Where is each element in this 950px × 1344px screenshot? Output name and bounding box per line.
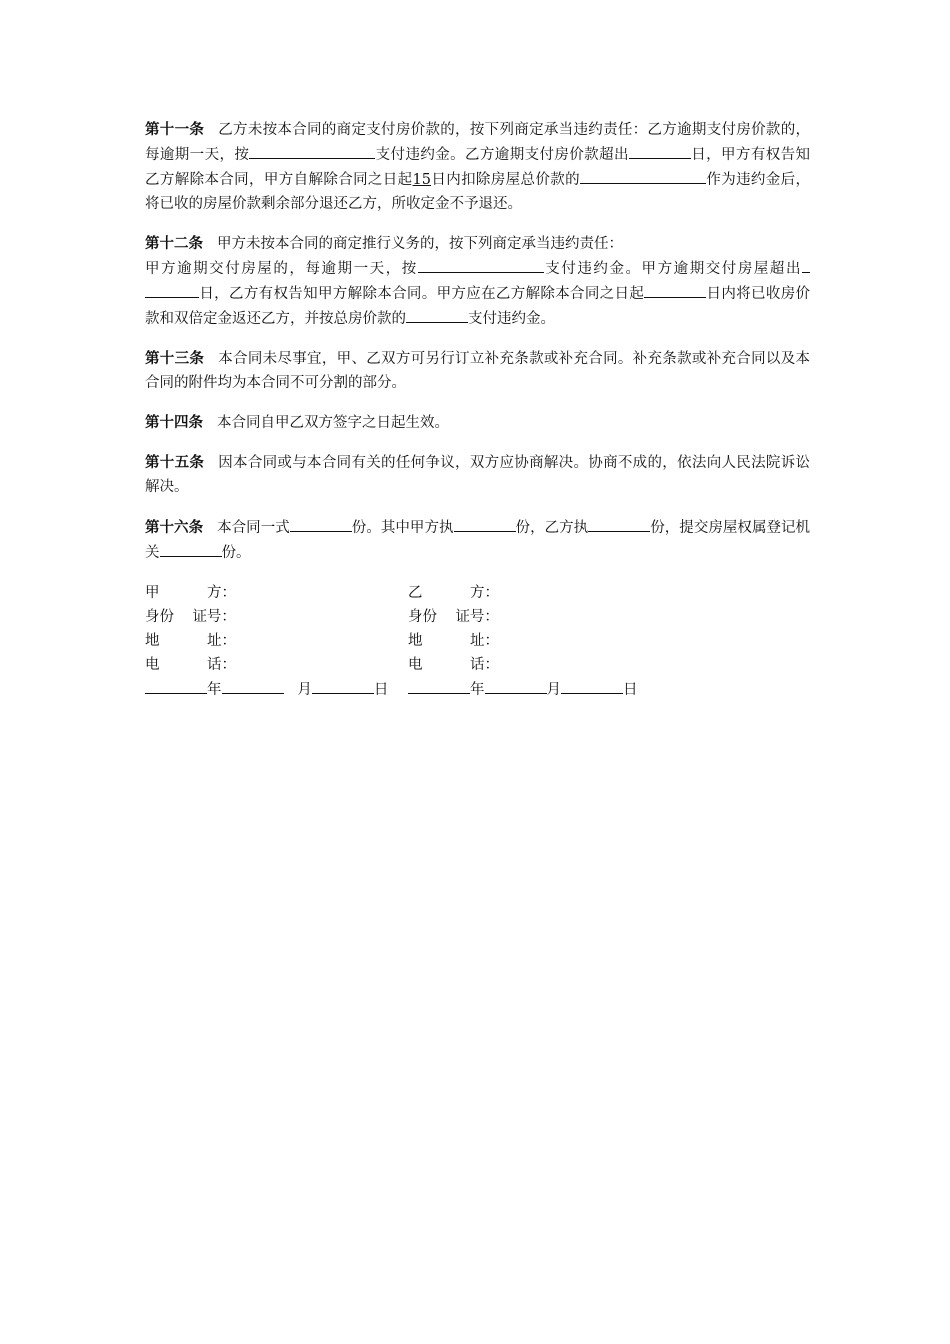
address-label-1: 地 <box>145 633 160 649</box>
clause-text: 日，甲方有权告知乙方解除本合同，甲方自解除合同之日起 <box>145 147 811 188</box>
fill-blank[interactable] <box>580 167 676 184</box>
days-value: 15 <box>412 172 431 188</box>
article-11 <box>145 118 810 216</box>
fill-blank[interactable] <box>454 515 516 532</box>
clause-text: 因本合同或与本合同有关的任何争议，双方应协商解决。协商不成的，依法向人民法院诉讼解决。 <box>145 455 811 495</box>
address-label-2: 址： <box>207 633 236 649</box>
year-blank[interactable] <box>408 677 470 694</box>
fill-blank[interactable] <box>629 142 691 159</box>
clause-text: 支付违约金。甲方逾期交付房屋超出 <box>543 261 802 277</box>
clause-text: 作为违约金后，将已收的房屋价款剩余部分退还乙方，所收定金不予退还。 <box>145 172 811 212</box>
party-a-date-row <box>145 677 388 701</box>
party-a-row <box>145 581 236 605</box>
id-label-1: 身份 <box>145 609 174 625</box>
id-label-1: 身份 <box>408 609 437 625</box>
fill-blank[interactable] <box>406 306 468 323</box>
party-b-colon: 方： <box>470 585 499 601</box>
fill-blank[interactable] <box>588 515 650 532</box>
fill-blank[interactable] <box>160 540 222 557</box>
party-a-colon: 方： <box>207 585 236 601</box>
party-b-phone-row <box>408 653 499 677</box>
fill-blank[interactable] <box>676 167 706 184</box>
phone-label-1: 电 <box>145 657 160 673</box>
clause-text: 支付违约金。乙方逾期支付房价款超出 <box>375 147 629 163</box>
fill-blank[interactable] <box>249 142 375 159</box>
clause-text: 乙方未按本合同的商定支付房价款的，按下列商定承当违约责任：乙方逾期支付房价款的，每逾期一天，按 <box>145 122 811 163</box>
clause-text: 本合同未尽事宜，甲、乙双方可另行订立补充条款或补充合同。补充条款或补充合同以及本合同的附件均为本合同不可分割的部分。 <box>145 351 811 391</box>
article-title: 第十三条 <box>145 350 205 367</box>
signature-block <box>145 581 810 701</box>
clause-text: 日内将已收房价款和双倍定金返还乙方，并按总房价款的 <box>145 286 811 327</box>
fill-blank[interactable] <box>145 281 199 298</box>
clause-text: 日，乙方有权告知甲方解除本合同。甲方应在乙方解除本合同之日起 <box>199 286 645 302</box>
id-label-2: 证号： <box>192 609 236 625</box>
contract-page <box>145 118 810 701</box>
phone-label-2: 话： <box>470 657 499 673</box>
day-blank[interactable] <box>561 677 623 694</box>
clause-text: 份。 <box>221 545 251 561</box>
article-title: 第十六条 <box>145 519 204 536</box>
article-title: 第十一条 <box>145 121 205 138</box>
year-label: 年 <box>470 682 485 698</box>
clause-text: 甲方未按本合同的商定推行义务的，按下列商定承当违约责任： <box>217 236 623 252</box>
month-label: 月 <box>546 682 561 698</box>
clause-text: 日内扣除房屋总价款的 <box>430 172 580 188</box>
party-b-row <box>408 581 499 605</box>
article-16 <box>145 515 810 565</box>
year-blank[interactable] <box>145 677 207 694</box>
phone-label-1: 电 <box>408 657 423 673</box>
clause-text: 甲方逾期交付房屋的，每逾期一天，按 <box>145 261 418 277</box>
party-a-label: 甲 <box>145 585 160 601</box>
id-label-2: 证号： <box>455 609 499 625</box>
article-13 <box>145 347 810 395</box>
fill-blank[interactable] <box>644 281 706 298</box>
party-a-id-row <box>145 605 236 629</box>
article-12 <box>145 232 810 331</box>
party-b-address-row <box>408 629 499 653</box>
month-blank[interactable] <box>485 677 547 694</box>
article-title: 第十二条 <box>145 235 203 252</box>
year-label: 年 <box>207 682 222 698</box>
article-15 <box>145 451 810 499</box>
party-a-phone-row <box>145 653 236 677</box>
article-14 <box>145 411 810 435</box>
party-b-date-row <box>408 677 638 701</box>
clause-text: 本合同自甲乙双方签字之日起生效。 <box>217 415 449 431</box>
day-label: 日 <box>623 682 638 698</box>
party-a-address-row <box>145 629 236 653</box>
phone-label-2: 话： <box>207 657 236 673</box>
address-label-1: 地 <box>408 633 423 649</box>
fill-blank[interactable] <box>802 256 810 273</box>
month-label: 月 <box>297 682 312 698</box>
party-b-id-row <box>408 605 499 629</box>
clause-text: 支付违约金。 <box>468 311 555 327</box>
clause-text: 份，乙方执 <box>515 520 589 536</box>
clause-text: 份，提交房屋权属登记机关 <box>145 520 811 561</box>
month-blank[interactable] <box>222 677 284 694</box>
clause-text: 本合同一式 <box>217 520 290 536</box>
address-label-2: 址： <box>470 633 499 649</box>
day-label: 日 <box>373 682 389 698</box>
fill-blank[interactable] <box>290 515 352 532</box>
article-title: 第十五条 <box>145 454 205 471</box>
fill-blank[interactable] <box>418 256 544 273</box>
day-blank[interactable] <box>312 677 374 694</box>
clause-text: 份。其中甲方执 <box>351 520 454 536</box>
article-title: 第十四条 <box>145 414 203 431</box>
party-b-label: 乙 <box>408 585 423 601</box>
